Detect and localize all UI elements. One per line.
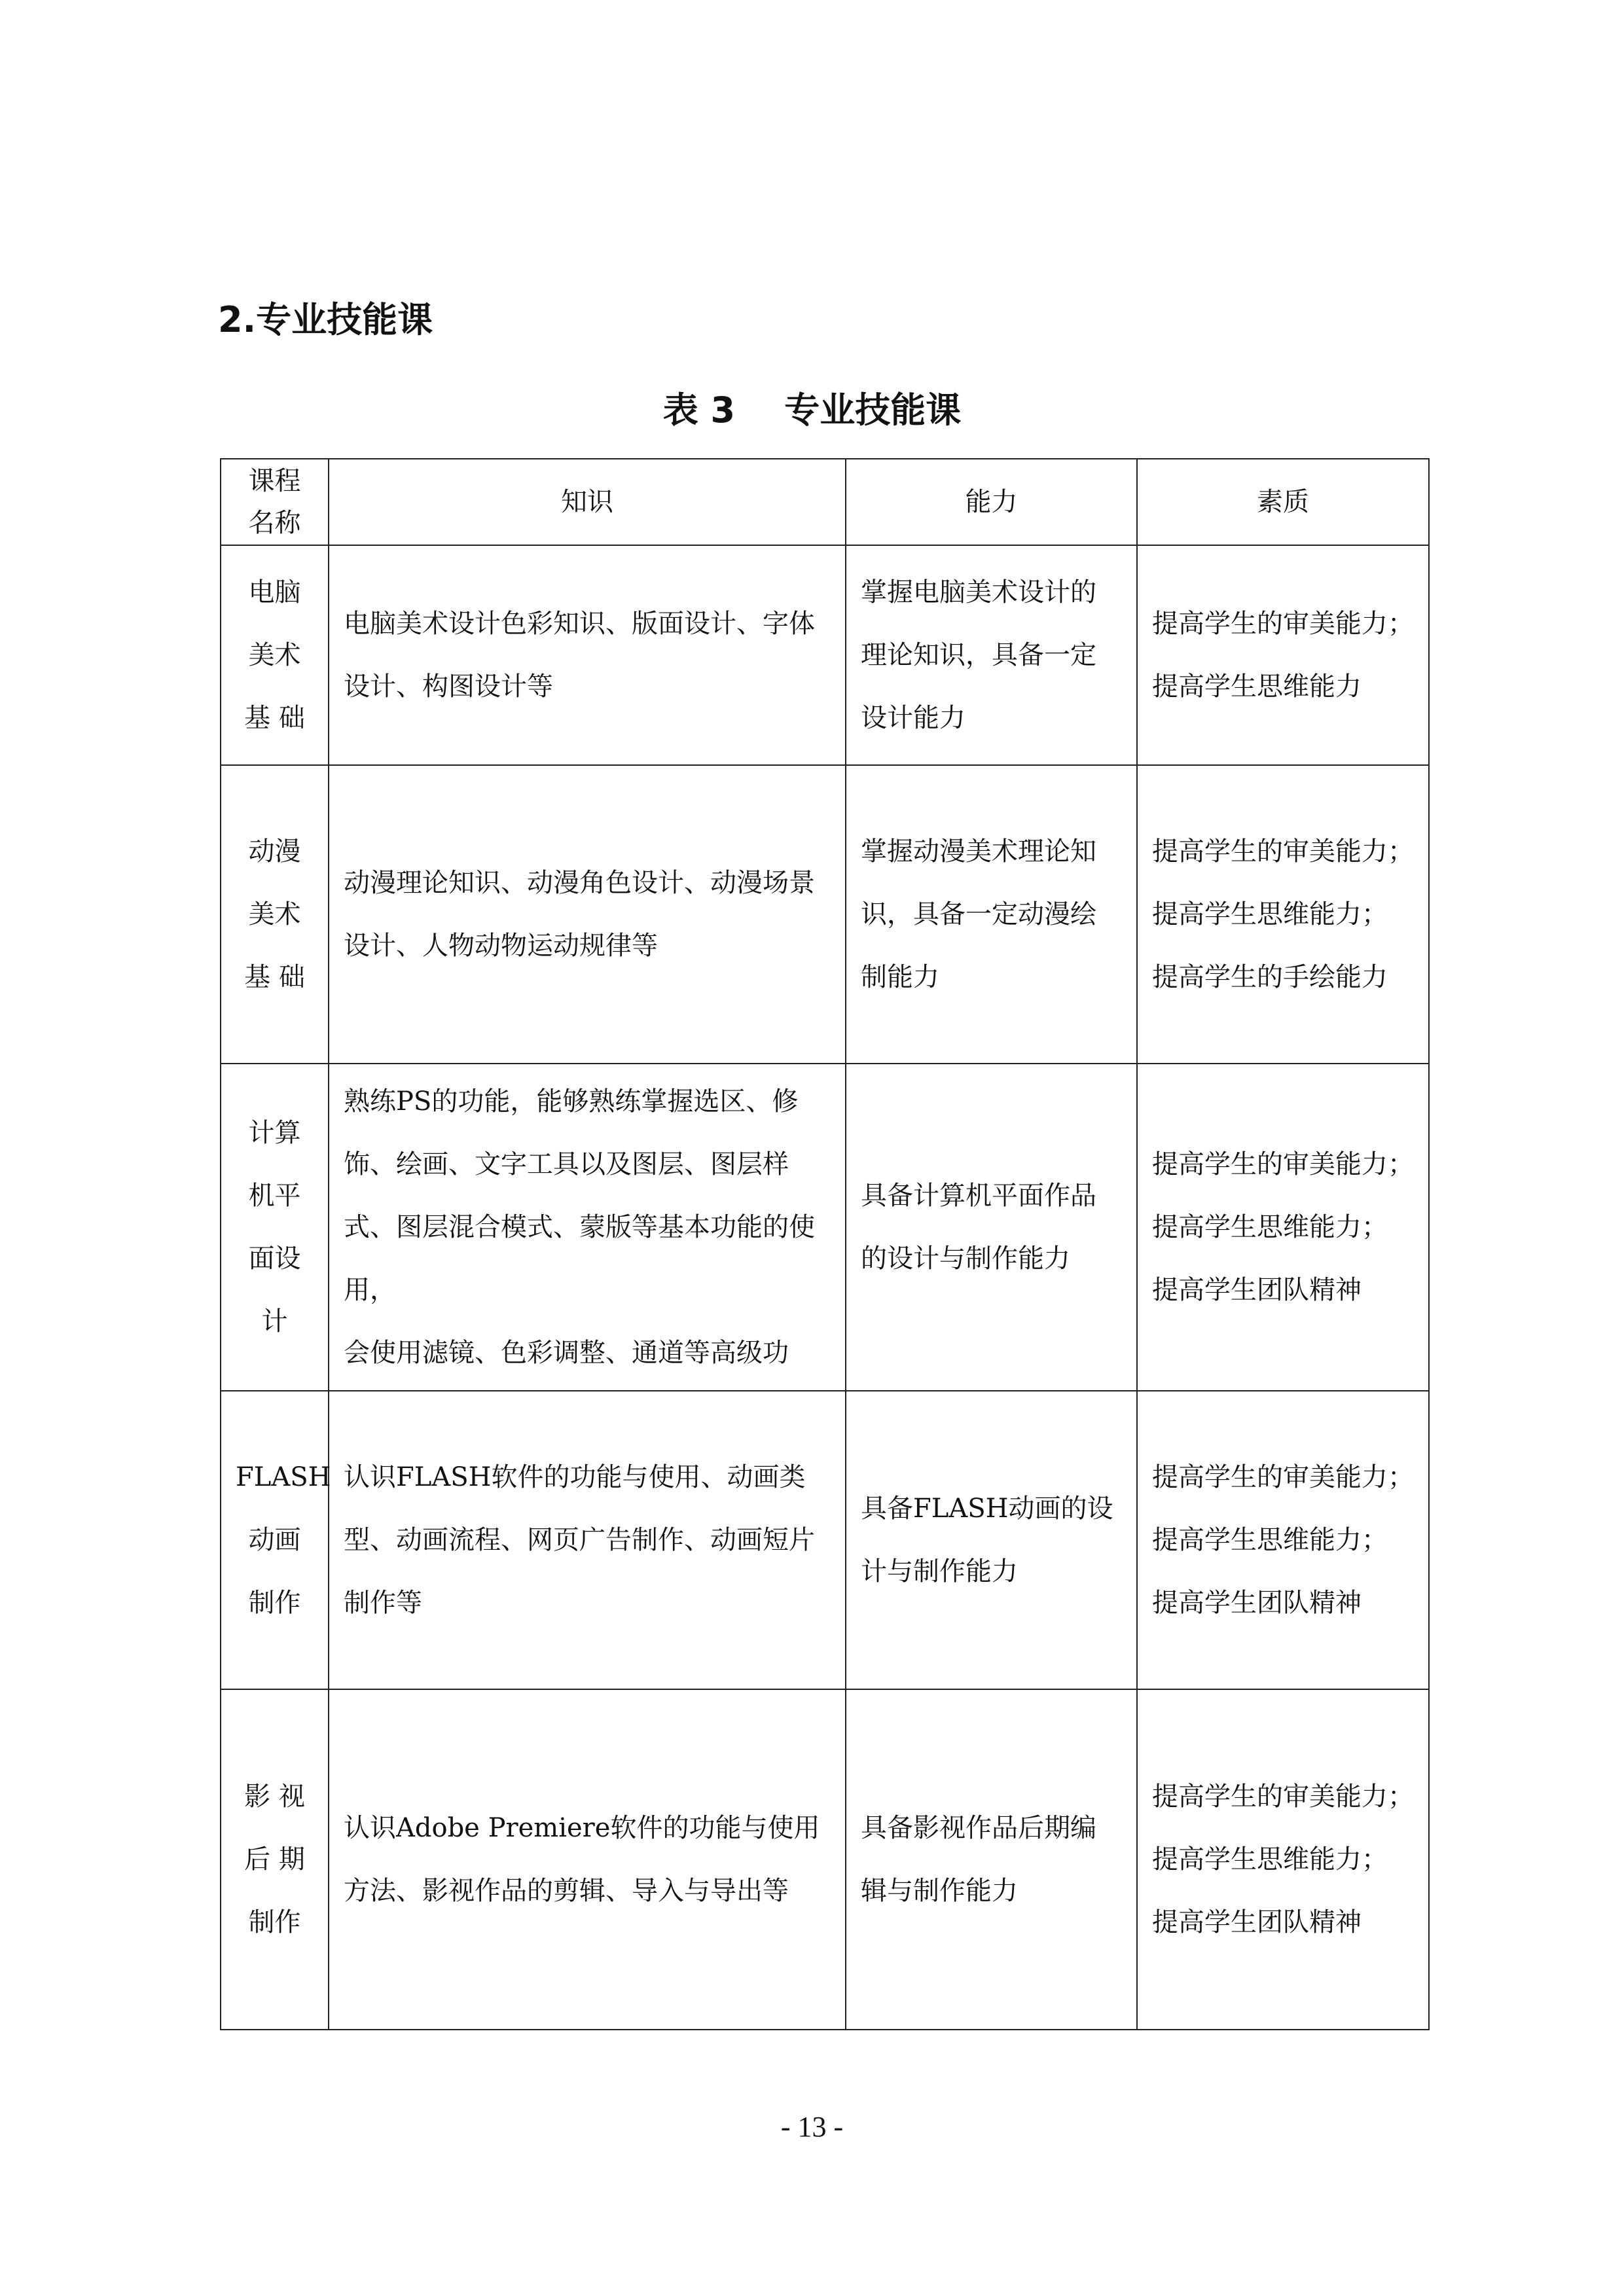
header-knowledge: 知识 <box>329 459 846 545</box>
table-row <box>221 1689 1429 2030</box>
table-row <box>221 545 1429 765</box>
knowledge-cell: 认识Adobe Premiere软件的功能与使用方法、影视作品的剪辑、导入与导出等 <box>329 1689 846 2030</box>
quality-cell: 提高学生的审美能力； 提高学生思维能力； 提高学生团队精神 <box>1137 1391 1429 1689</box>
page-number: - 13 - <box>780 2111 844 2143</box>
course-name-cell: FLASH 动画 制作 <box>221 1391 329 1689</box>
course-name-cell: 电脑 美术 基 础 <box>221 545 329 765</box>
quality-cell: 提高学生的审美能力； 提高学生思维能力 <box>1137 545 1429 765</box>
table-header-row <box>221 459 1429 545</box>
course-name-cell: 动漫 美术 基 础 <box>221 765 329 1064</box>
knowledge-cell: 电脑美术设计色彩知识、版面设计、字体设计、构图设计等 <box>329 545 846 765</box>
table-row <box>221 765 1429 1064</box>
header-course-name: 课程 名称 <box>221 459 329 545</box>
course-name-cell: 影 视 后 期 制作 <box>221 1689 329 2030</box>
ability-cell: 掌握动漫美术理论知识，具备一定动漫绘制能力 <box>846 765 1137 1064</box>
ability-cell: 具备计算机平面作品的设计与制作能力 <box>846 1064 1137 1391</box>
quality-cell: 提高学生的审美能力； 提高学生思维能力； 提高学生团队精神 <box>1137 1689 1429 2030</box>
knowledge-cell: 熟练PS的功能，能够熟练掌握选区、修饰、绘画、文字工具以及图层、图层样式、图层混合模式、蒙版等基本功能的使用， 会使用滤镜、色彩调整、通道等高级功 <box>329 1064 846 1391</box>
skills-table <box>220 458 1430 2030</box>
knowledge-cell: 认识FLASH软件的功能与使用、动画类型、动画流程、网页广告制作、动画短片制作等 <box>329 1391 846 1689</box>
ability-cell: 掌握电脑美术设计的理论知识，具备一定设计能力 <box>846 545 1137 765</box>
header-ability: 能力 <box>846 459 1137 545</box>
table-row <box>221 1064 1429 1391</box>
ability-cell: 具备影视作品后期编辑与制作能力 <box>846 1689 1137 2030</box>
quality-cell: 提高学生的审美能力； 提高学生思维能力； 提高学生的手绘能力 <box>1137 765 1429 1064</box>
ability-cell: 具备FLASH动画的设计与制作能力 <box>846 1391 1137 1689</box>
table-title: 表 3 专业技能课 <box>662 389 962 431</box>
header-quality: 素质 <box>1137 459 1429 545</box>
table-row <box>221 1391 1429 1689</box>
section-heading: 2.专业技能课 <box>218 299 433 340</box>
quality-cell: 提高学生的审美能力； 提高学生思维能力； 提高学生团队精神 <box>1137 1064 1429 1391</box>
knowledge-cell: 动漫理论知识、动漫角色设计、动漫场景设计、人物动物运动规律等 <box>329 765 846 1064</box>
course-name-cell: 计算 机平 面设 计 <box>221 1064 329 1391</box>
